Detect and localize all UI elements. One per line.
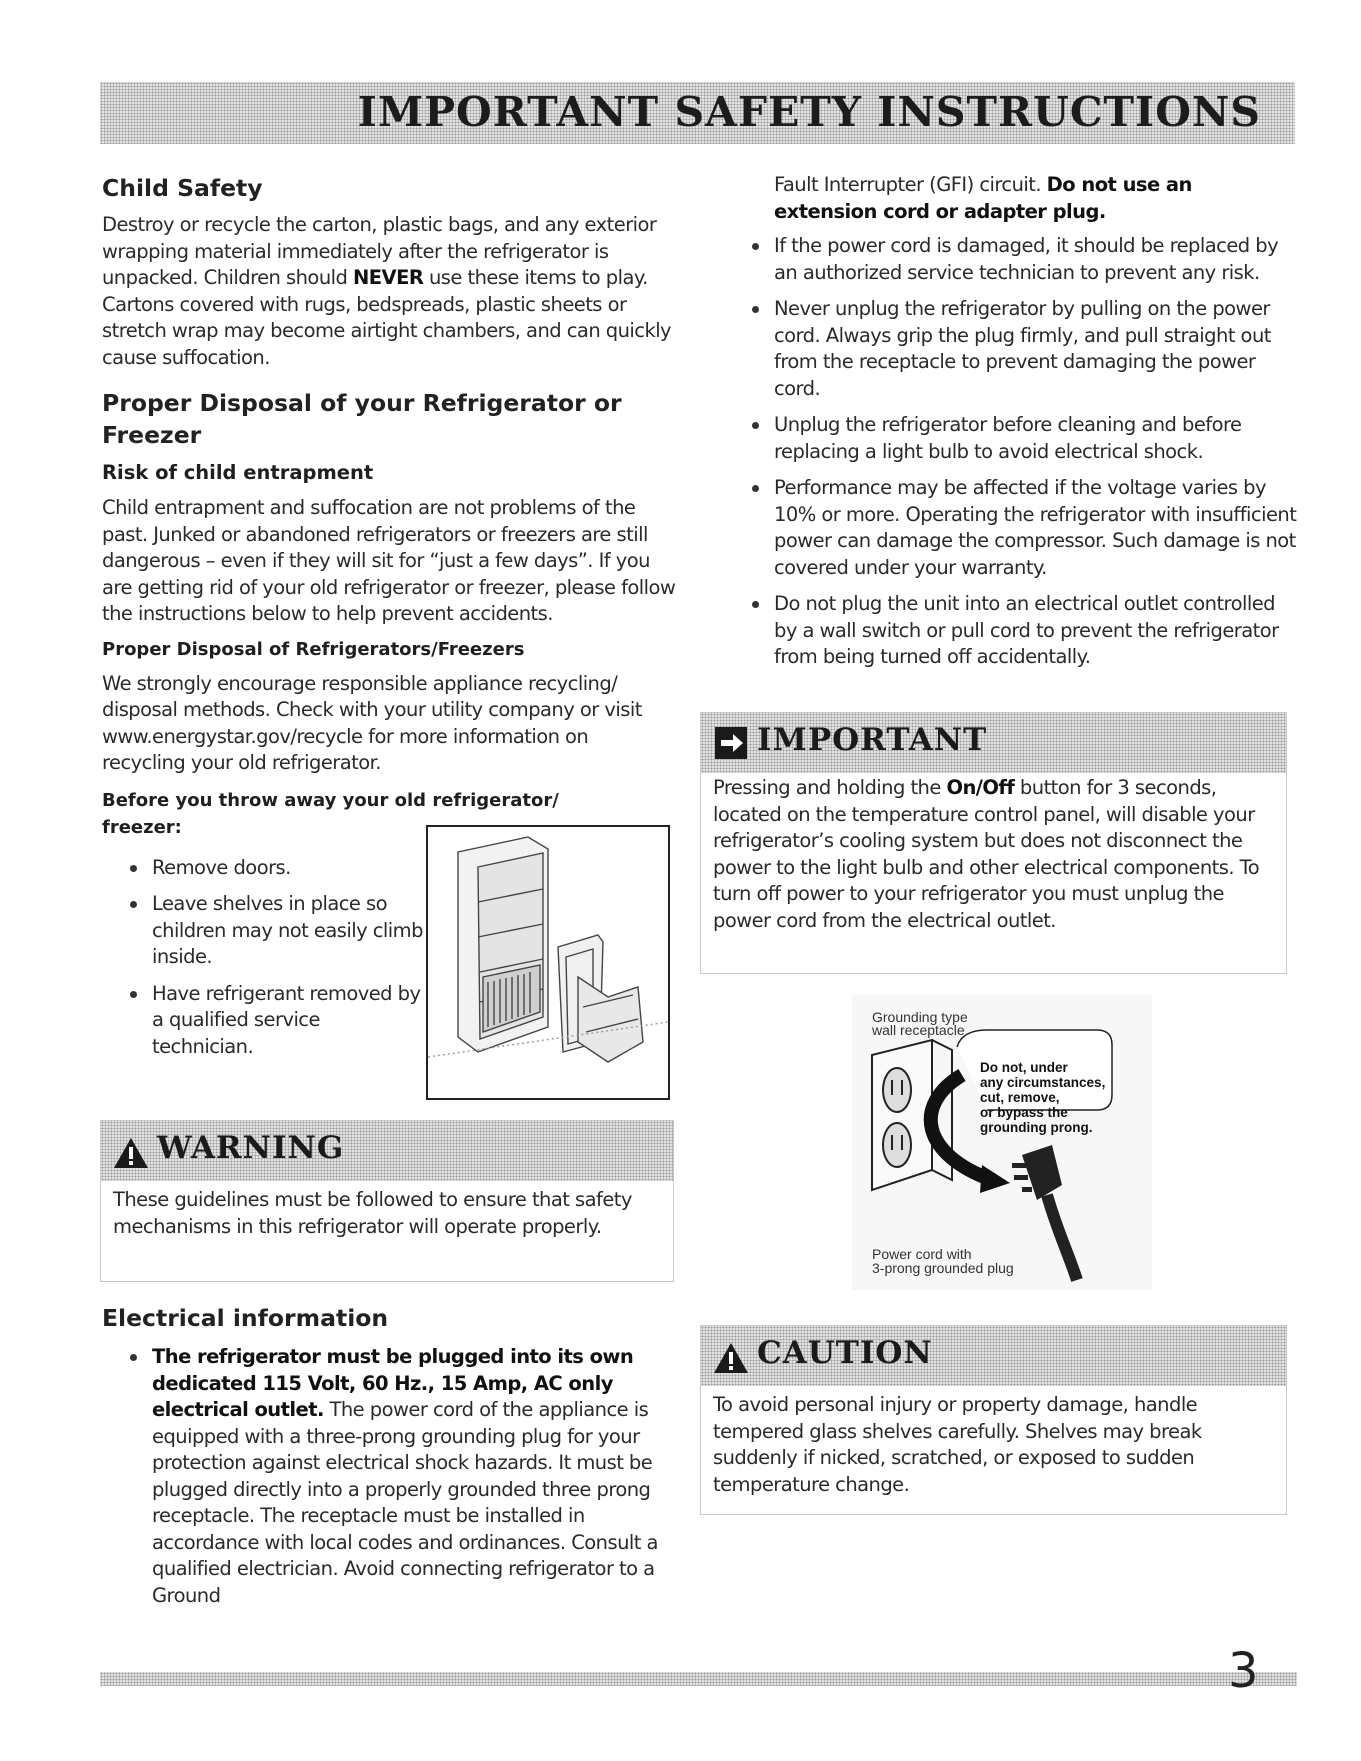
important-label: IMPORTANT bbox=[757, 722, 988, 758]
risk-heading: Risk of child entrapment bbox=[102, 461, 374, 484]
caution-label: CAUTION bbox=[757, 1335, 933, 1371]
important-box bbox=[700, 712, 1287, 974]
grounding-diagram bbox=[852, 995, 1152, 1290]
important-header bbox=[701, 713, 1286, 773]
list-item: Leave shelves in place so children may not easily climb inside. bbox=[124, 891, 424, 971]
child-safety-heading: Child Safety bbox=[102, 174, 263, 202]
list-item: Remove doors. bbox=[124, 855, 424, 882]
warning-header bbox=[101, 1121, 673, 1181]
disposal-heading: Proper Disposal of your Refrigerator or Freezer bbox=[102, 389, 622, 449]
fridge-illustration bbox=[426, 825, 670, 1100]
warning-label: WARNING bbox=[157, 1130, 345, 1166]
caution-text: To avoid personal injury or property damage, handle tempered glass shelves carefully. Shelves may break suddenly if nicked, scratched, or exposed to sudden temperature change. bbox=[713, 1393, 1202, 1496]
page-title: IMPORTANT SAFETY INSTRUCTIONS bbox=[357, 88, 1261, 136]
list-item: Performance may be affected if the voltage varies by 10% or more. Operating the refrigerator with insufficient power can damage the compressor. Such damage is not covered under your warranty. bbox=[746, 475, 1297, 581]
list-item: If the power cord is damaged, it should be replaced by an authorized service technician to prevent any risk. bbox=[746, 233, 1297, 286]
electrical-heading: Electrical information bbox=[102, 1304, 389, 1332]
electrical-bullets bbox=[746, 233, 1297, 671]
warning-triangle-icon bbox=[713, 1342, 749, 1374]
gfi-continuation: Fault Interrupter (GFI) circuit. Do not use an extension cord or adapter plug. bbox=[774, 173, 1192, 223]
caution-box bbox=[700, 1325, 1287, 1515]
receptacle-label-2: wall receptacle bbox=[872, 1022, 965, 1038]
list-item: Do not plug the unit into an electrical outlet controlled by a wall switch or pull cord to prevent the refrigerator from being turned off accidentally. bbox=[746, 591, 1297, 671]
plug-label-2: 3-prong grounded plug bbox=[872, 1260, 1014, 1276]
electrical-section bbox=[102, 1302, 677, 1619]
title-banner bbox=[100, 82, 1295, 144]
caution-header bbox=[701, 1326, 1286, 1386]
before-throw-heading: Before you throw away your old refrigerator/ freezer: bbox=[102, 789, 559, 838]
list-item: Have refrigerant removed by a qualified service technician. bbox=[124, 981, 424, 1061]
warning-box bbox=[100, 1120, 674, 1282]
never-emphasis: NEVER bbox=[352, 266, 424, 289]
footer-bar bbox=[100, 1672, 1297, 1686]
disposal-steps bbox=[124, 855, 424, 1061]
proper-disposal-heading: Proper Disposal of Refrigerators/Freezers bbox=[102, 638, 525, 660]
list-item: Never unplug the refrigerator by pulling on the power cord. Always grip the plug firmly, and pull straight out from the receptacle to prevent damaging the power cord. bbox=[746, 296, 1297, 402]
important-text: Pressing and holding the On/Off button for 3 seconds, located on the temperature control panel, will disable your refrigerator’s cooling system but does not disconnect the power to the light bulb and other electrical components. To turn off power to your refrigerator you must unplug the power cord from the electrical outlet. bbox=[713, 776, 1260, 932]
warning-text: These guidelines must be followed to ensure that safety mechanisms in this refrigerator will operate properly. bbox=[113, 1188, 632, 1238]
child-safety-text: Destroy or recycle the carton, plastic bags, and any exterior wrapping material immediately after the refrigerator is unpacked. Children should NEVER use these items to play. Cartons covered with rugs, bedspreads, plastic sheets or stretch wrap may become airtight chambers, and can quickly cause suffocation. bbox=[102, 213, 672, 369]
proper-disposal-text: We strongly encourage responsible appliance recycling/ disposal methods. Check with your utility company or visit www.energystar.gov/recycle for more information on recycling your old refrigerator. bbox=[102, 671, 642, 774]
right-column bbox=[712, 172, 1297, 681]
refrigerator-icon bbox=[428, 827, 668, 1098]
electrical-first-item bbox=[124, 1344, 679, 1609]
grounding-callout: Do not, under any circumstances, cut, remove, or bypass the grounding prong. bbox=[980, 1060, 1106, 1135]
risk-text: Child entrapment and suffocation are not problems of the past. Junked or abandoned refrigerators or freezers are still dangerous – even if they will sit for “just a few days”. If you are getting rid of your old refrigerator or freezer, please follow the instructions below to help prevent accidents. bbox=[102, 496, 676, 625]
page-number: 3 bbox=[1228, 1643, 1259, 1699]
list-item: Unplug the refrigerator before cleaning and before replacing a light bulb to avoid electrical shock. bbox=[746, 412, 1297, 465]
arrow-right-icon bbox=[715, 727, 747, 759]
plug-label-1: Power cord with bbox=[872, 1246, 972, 1262]
warning-triangle-icon bbox=[113, 1137, 149, 1169]
receptacle-label-1: Grounding type bbox=[872, 1009, 968, 1025]
list-item: The refrigerator must be plugged into its own dedicated 115 Volt, 60 Hz., 15 Amp, AC only electrical outlet. The power cord of the appliance is equipped with a three-prong grounding plug for your protection against electrical shock hazards. It must be plugged directly into a properly grounded three prong receptacle. The receptacle must be installed in accordance with local codes and ordinances. Consult a qualified electrician. Avoid connecting refrigerator to a Ground bbox=[124, 1344, 679, 1609]
